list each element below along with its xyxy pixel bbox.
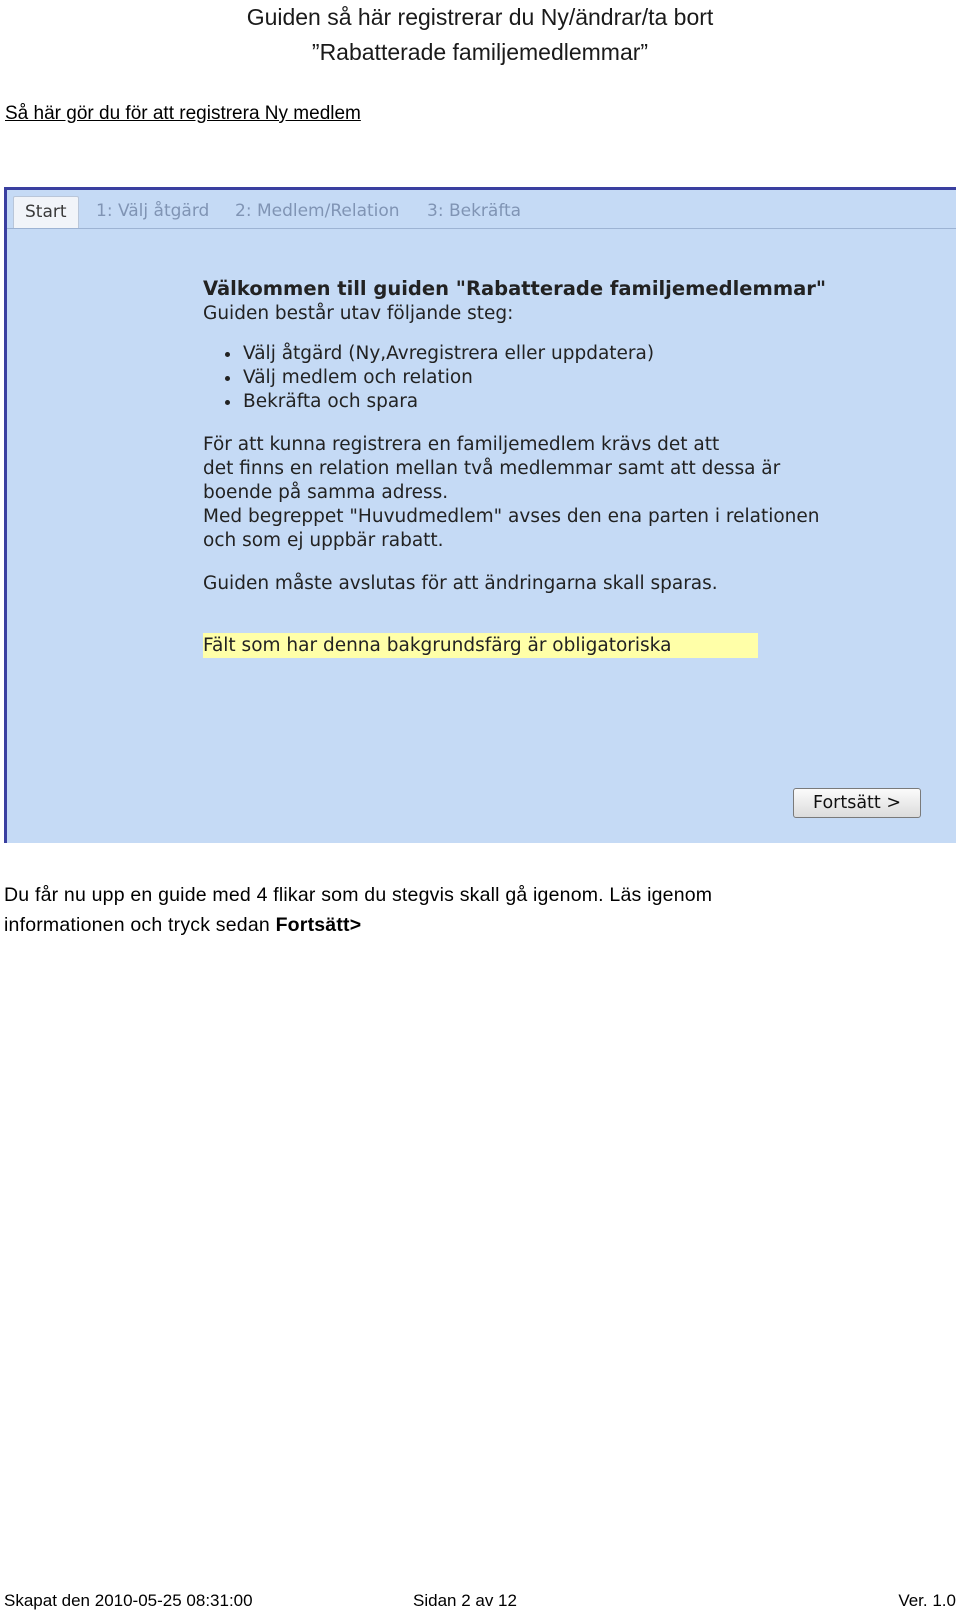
page-footer (0, 1589, 960, 1612)
wizard-tab-bar (7, 190, 956, 229)
tab-bekrafta[interactable]: 3: Bekräfta (427, 201, 522, 221)
info-line: boende på samma adress. (203, 482, 449, 503)
document-title-line1: Guiden så här registrerar du Ny/ändrar/ta bort (246, 4, 714, 30)
welcome-title: Välkommen till guiden "Rabatterade familjemedlemmar" (203, 277, 827, 300)
section-heading: Så här gör du för att registrera Ny medlem (5, 103, 361, 124)
list-item: Välj åtgärd (Ny,Avregistrera eller uppdatera) (243, 342, 903, 366)
continue-button[interactable]: Fortsätt > (793, 788, 921, 818)
info-line: och som ej uppbär rabatt. (203, 530, 444, 551)
footer-created: Skapat den 2010-05-25 08:31:00 (4, 1591, 253, 1610)
info-line: det finns en relation mellan två medlemmar samt att dessa är (203, 458, 781, 479)
list-item: Välj medlem och relation (243, 366, 903, 390)
document-title-line2: ”Rabatterade familjemedlemmar” (311, 39, 649, 65)
footer-version: Ver. 1.0 (898, 1591, 956, 1610)
wizard-content (203, 276, 903, 596)
info-line: Med begreppet "Huvudmedlem" avses den ena parten i relationen (203, 506, 820, 527)
info-paragraph (203, 433, 903, 553)
instruction-line1: Du får nu upp en guide med 4 flikar som du stegvis skall gå igenom. Läs igenom (4, 884, 713, 906)
document-title (0, 0, 960, 70)
mandatory-field-note: Fält som har denna bakgrundsfärg är obligatoriska (203, 633, 758, 658)
wizard-screenshot (4, 187, 956, 843)
tab-start[interactable]: Start (13, 196, 79, 228)
steps-list (203, 342, 903, 414)
list-item: Bekräfta och spara (243, 390, 903, 414)
tab-valj-atgard[interactable]: 1: Välj åtgärd (96, 201, 210, 221)
instruction-continue-keyword: Fortsätt> (275, 914, 362, 936)
instruction-text (4, 880, 944, 940)
footer-page-number: Sidan 2 av 12 (413, 1591, 517, 1610)
instruction-line2 (4, 910, 944, 940)
tab-medlem-relation[interactable]: 2: Medlem/Relation (235, 201, 400, 221)
save-note: Guiden måste avslutas för att ändringarna skall sparas. (203, 573, 718, 594)
info-line: För att kunna registrera en familjemedlem krävs det att (203, 434, 720, 455)
steps-intro: Guiden består utav följande steg: (203, 303, 514, 324)
instruction-line2-prefix: informationen och tryck sedan (4, 914, 276, 936)
